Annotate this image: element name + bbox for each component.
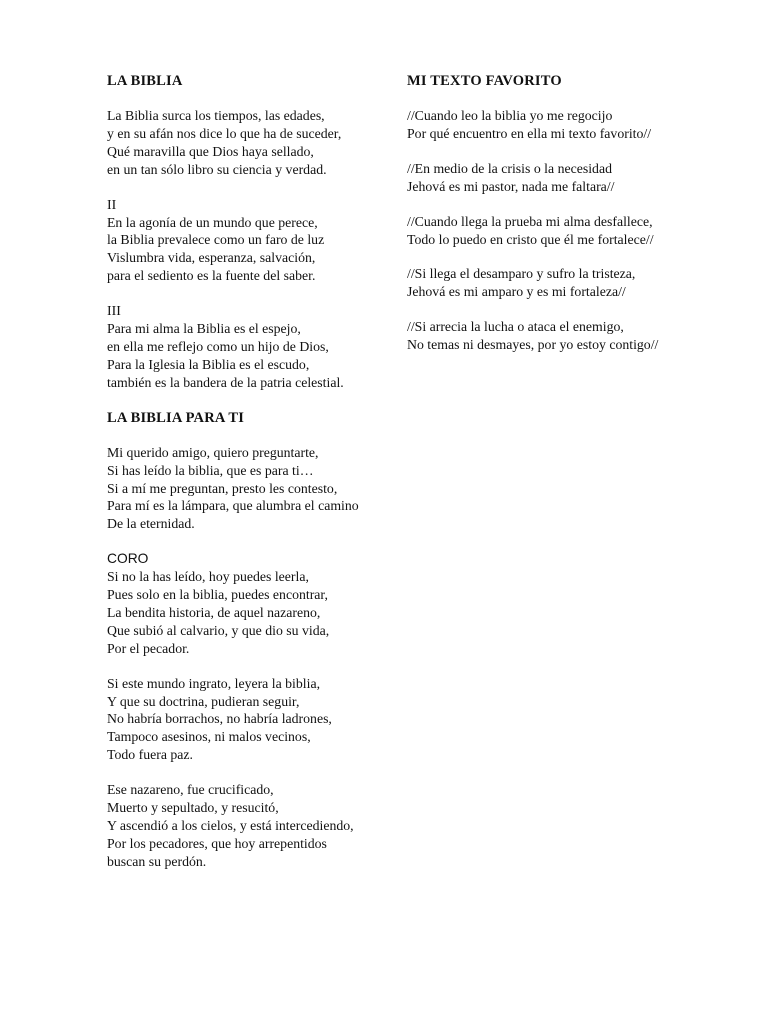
verse-line: Si este mundo ingrato, leyera la biblia, (107, 675, 321, 691)
verse-line: Todo lo puedo en cristo que él me fortalece// (407, 231, 654, 247)
verse-line: La bendita historia, de aquel nazareno, (107, 604, 321, 620)
verse-line: buscan su perdón. (107, 853, 207, 869)
verse-line: Por el pecador. (107, 640, 190, 656)
verse-line: en un tan sólo libro su ciencia y verdad. (107, 161, 327, 177)
verse-line: Ese nazareno, fue crucificado, (107, 782, 274, 798)
verse-line: //En medio de la crisis o la necesidad (407, 160, 612, 176)
verse-line: la Biblia prevalece como un faro de luz (107, 232, 325, 248)
verse-line: Mi querido amigo, quiero preguntarte, (107, 444, 319, 460)
section-la-biblia (107, 72, 369, 392)
verse-line: //Si arrecia la lucha o ataca el enemigo, (407, 319, 624, 335)
verse-line: Para la Iglesia la Biblia es el escudo, (107, 356, 310, 372)
stanza-3 (107, 302, 369, 392)
coro-label: CORO (107, 551, 149, 567)
heading-mi-texto-favorito: MI TEXTO FAVORITO (407, 73, 562, 89)
verse-line: Qué maravilla que Dios haya sellado, (107, 143, 314, 159)
verse-line: La Biblia surca los tiempos, las edades, (107, 108, 325, 123)
stanza-2 (107, 196, 369, 286)
verse-line: Todo fuera paz. (107, 747, 193, 763)
verse-line: Vislumbra vida, esperanza, salvación, (107, 250, 316, 266)
verse-line: Jehová es mi amparo y es mi fortaleza// (407, 284, 626, 300)
stanza-3 (107, 675, 369, 765)
stanza-2 (407, 160, 669, 196)
section-la-biblia-para-ti (107, 409, 369, 871)
verse-line: y en su afán nos dice lo que ha de suceder, (107, 125, 342, 141)
stanza-coro (107, 550, 369, 657)
left-column (107, 72, 369, 888)
section-mi-texto-favorito (407, 72, 669, 354)
verse-line: en ella me reflejo como un hijo de Dios, (107, 338, 329, 354)
stanza-4 (107, 781, 369, 871)
verse-line: Y que su doctrina, pudieran seguir, (107, 693, 300, 709)
verse-line: Jehová es mi pastor, nada me faltara// (407, 178, 615, 194)
verse-line: No habría borrachos, no habría ladrones, (107, 711, 332, 727)
verse-line: Muerto y sepultado, y resucitó, (107, 800, 279, 816)
heading-la-biblia-para-ti: LA BIBLIA PARA TI (107, 409, 245, 426)
verse-line: Si has leído la biblia, que es para ti… (107, 462, 314, 478)
verse-line: //Cuando leo la biblia yo me regocijo (407, 108, 613, 123)
verse-line: //Si llega el desamparo y sufro la tristeza, (407, 266, 636, 282)
stanza-1 (407, 107, 669, 143)
verse-line: Para mi alma la Biblia es el espejo, (107, 321, 301, 337)
verse-line: Por qué encuentro en ella mi texto favorito// (407, 125, 652, 141)
verse-line: Si a mí me preguntan, presto les contesto, (107, 480, 338, 496)
verse-line: De la eternidad. (107, 516, 195, 532)
verse-line: Que subió al calvario, y que dio su vida, (107, 622, 330, 638)
stanza-5 (407, 318, 669, 354)
verse-line: Pues solo en la biblia, puedes encontrar, (107, 587, 328, 603)
stanza-1 (107, 444, 369, 534)
verse-line: también es la bandera de la patria celestial. (107, 374, 344, 390)
verse-line: para el sediento es la fuente del saber. (107, 268, 316, 284)
verse-line: Para mí es la lámpara, que alumbra el camino (107, 498, 359, 514)
verse-line: En la agonía de un mundo que perece, (107, 214, 318, 230)
verse-line: //Cuando llega la prueba mi alma desfallece, (407, 213, 653, 229)
stanza-3 (407, 213, 669, 249)
stanza-number: II (107, 196, 117, 212)
verse-line: Tampoco asesinos, ni malos vecinos, (107, 729, 311, 745)
verse-line: Por los pecadores, que hoy arrepentidos (107, 835, 327, 851)
verse-line: Si no la has leído, hoy puedes leerla, (107, 569, 309, 585)
stanza-1 (107, 107, 369, 179)
stanza-number: III (107, 303, 121, 319)
heading-la-biblia: LA BIBLIA (107, 73, 183, 89)
stanza-4 (407, 265, 669, 301)
right-column (407, 72, 669, 371)
verse-line: Y ascendió a los cielos, y está intercediendo, (107, 818, 354, 833)
verse-line: No temas ni desmayes, por yo estoy contigo// (407, 337, 659, 353)
